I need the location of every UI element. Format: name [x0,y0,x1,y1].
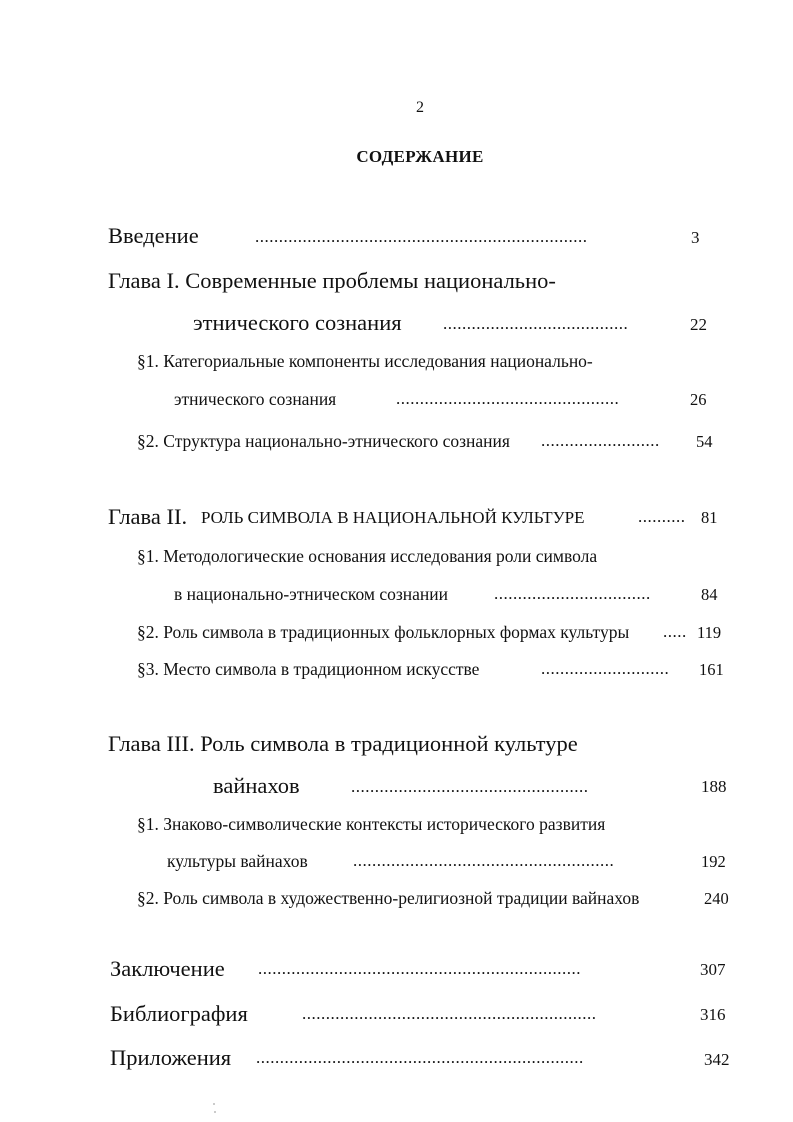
toc-chapter1-title: Глава I. Современные проблемы национально- [108,268,556,293]
toc-ch1-s1-dots: ............................................... [396,389,620,408]
toc-ch1-s2-title: §2. Структура национально-этнического сознания [137,431,510,451]
toc-ch2-s3-dots: ........................... [541,659,670,678]
toc-ch3-s1-dots: ....................................................... [353,851,615,870]
toc-chapter2-title: РОЛЬ СИМВОЛА В НАЦИОНАЛЬНОЙ КУЛЬТУРЕ [201,508,585,527]
toc-intro-dots: ...................................................................... [255,227,588,246]
toc-conclusion-page: 307 [700,960,726,979]
scan-speck [213,1103,215,1105]
toc-ch3-s1-title: §1. Знаково-символические контексты исторического развития [137,814,606,834]
toc-ch2-s1-page: 84 [701,585,718,604]
toc-chapter2-page: 81 [701,508,718,527]
toc-intro-label: Введение [108,223,199,248]
toc-chapter3-dots: .................................................. [351,777,589,796]
toc-bibliography-page: 316 [700,1005,726,1024]
toc-chapter1-dots: ....................................... [443,314,629,333]
toc-appendix-dots: ..................................................................... [256,1048,584,1067]
toc-ch2-s2-dots: ..... [663,622,687,641]
toc-ch3-s1-title-cont: культуры вайнахов [167,851,308,871]
toc-appendix-label: Приложения [110,1045,232,1070]
toc-chapter3-title-cont: вайнахов [213,773,300,798]
toc-ch2-s3-page: 161 [699,660,724,679]
toc-ch2-s2-page: 119 [697,623,722,642]
page-number: 2 [416,99,424,116]
toc-ch3-s2-page: 240 [704,889,729,908]
toc-ch1-s1-title-cont: этнического сознания [174,389,337,409]
toc-ch1-s2-dots: ......................... [541,431,660,450]
scan-speck [214,1111,216,1113]
toc-ch1-s1-title: §1. Категориальные компоненты исследования национально- [137,351,593,371]
toc-conclusion-dots: .................................................................... [258,959,581,978]
toc-chapter3-page: 188 [701,777,727,796]
toc-ch3-s1-page: 192 [701,852,726,871]
toc-chapter2-dots: .......... [638,507,686,526]
toc-appendix-page: 342 [704,1050,730,1069]
page-title: СОДЕРЖАНИЕ [356,147,484,166]
toc-bibliography-label: Библиография [110,1001,248,1026]
toc-ch2-s1-title: §1. Методологические основания исследования роли символа [137,546,598,566]
toc-intro-page: 3 [691,228,700,247]
toc-bibliography-dots: .............................................................. [302,1004,597,1023]
toc-ch1-s2-page: 54 [696,432,713,451]
toc-conclusion-label: Заключение [110,956,225,981]
toc-chapter1-page: 22 [690,315,707,334]
toc-ch2-s2-title: §2. Роль символа в традиционных фольклорных формах культуры [137,622,630,642]
toc-chapter1-title-cont: этнического сознания [193,310,402,335]
toc-ch3-s2-title: §2. Роль символа в художественно-религиозной традиции вайнахов [137,888,640,908]
toc-chapter2-label: Глава II. [108,504,188,529]
toc-ch2-s3-title: §3. Место символа в традиционном искусстве [137,659,480,679]
toc-ch2-s1-dots: ................................. [494,584,651,603]
toc-ch1-s1-page: 26 [690,390,707,409]
toc-chapter3-title: Глава III. Роль символа в традиционной культуре [108,731,578,756]
toc-ch2-s1-title-cont: в национально-этническом сознании [174,584,448,604]
